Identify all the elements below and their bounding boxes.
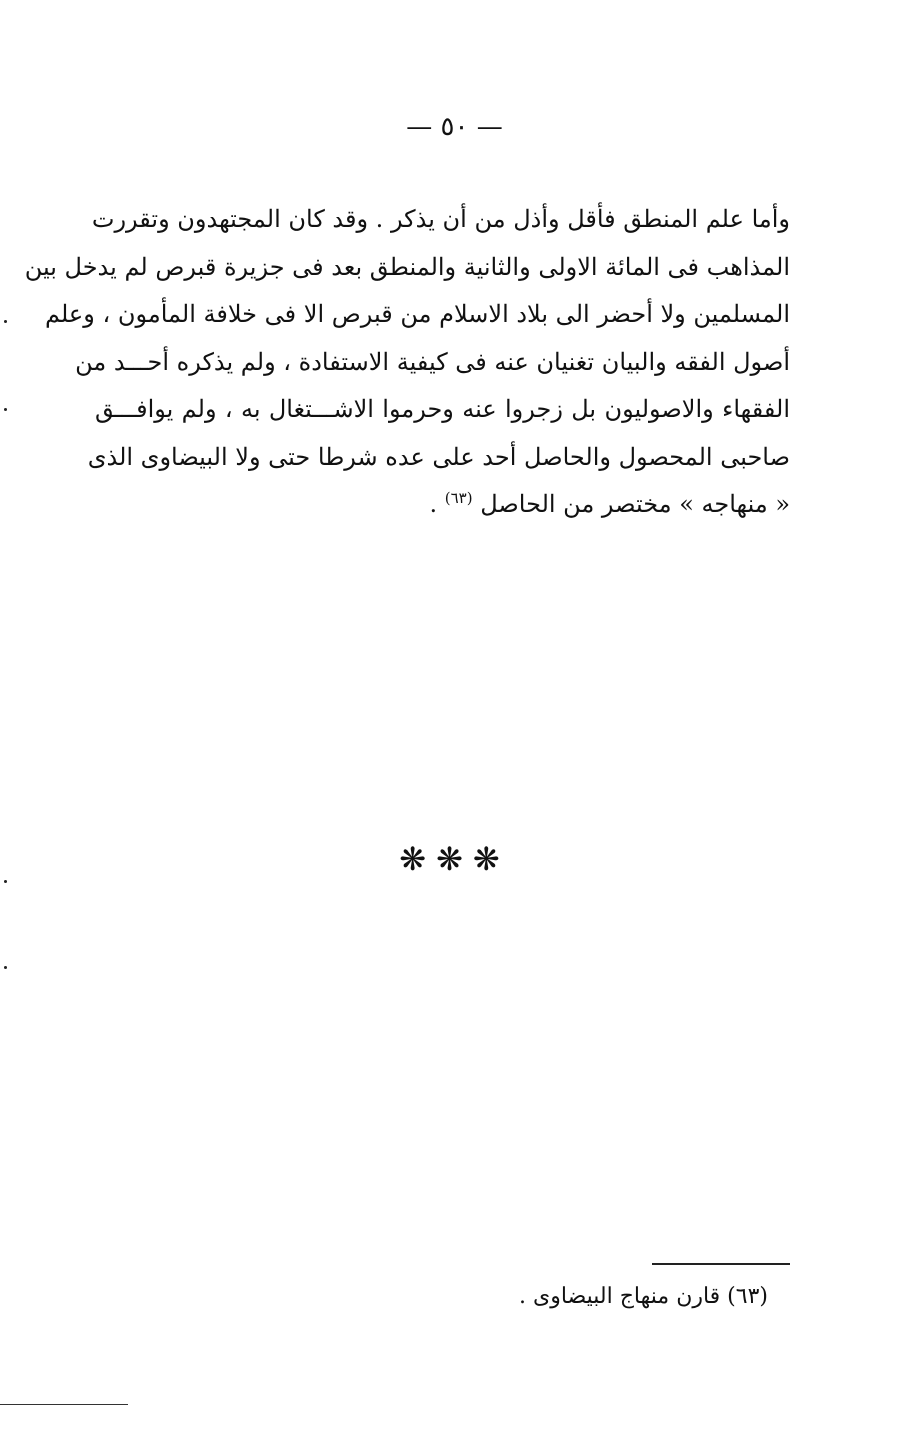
body-line-5: الفقهاء والاصوليون بل زجروا عنه وحرموا الاشـــتغال به ، ولم يوافـــق <box>95 395 790 423</box>
body-line-6: صاحبى المحصول والحاصل أحد على عده شرطا حتى ولا البيضاوى الذى <box>87 442 790 471</box>
body-line-7 <box>95 481 790 529</box>
section-separator: ❋❋❋ <box>399 840 510 878</box>
footnote-reference: (٦٣) <box>444 489 473 507</box>
bottom-divider <box>0 1404 128 1405</box>
footnote-divider <box>652 1263 790 1265</box>
margin-mark <box>4 966 7 969</box>
end-mark: . <box>429 490 438 518</box>
body-line-4: أصول الفقه والبيان تغنيان عنه فى كيفية الاستفادة ، ولم يذكره أحـــد من <box>75 347 790 376</box>
margin-mark <box>4 320 7 323</box>
margin-mark <box>4 880 7 883</box>
body-line-3: المسلمين ولا أحضر الى بلاد الاسلام من قبرص الا فى خلافة المأمون ، وعلم <box>45 300 790 328</box>
body-line-7-text: « منهاجه » مختصر من الحاصل <box>480 490 790 518</box>
body-line-1: وأما علم المنطق فأقل وأذل من أن يذكر . وقد كان المجتهدون وتقررت <box>91 205 790 233</box>
footnote: (٦٣) قارن منهاج البيضاوى . <box>519 1284 768 1309</box>
page-number: — ٥٠ — <box>406 112 503 142</box>
body-line-2: المذاهب فى المائة الاولى والثانية والمنطق بعد فى جزيرة قبرص لم يدخل بين <box>24 252 790 281</box>
body-paragraph <box>24 196 790 529</box>
margin-mark <box>4 408 7 411</box>
